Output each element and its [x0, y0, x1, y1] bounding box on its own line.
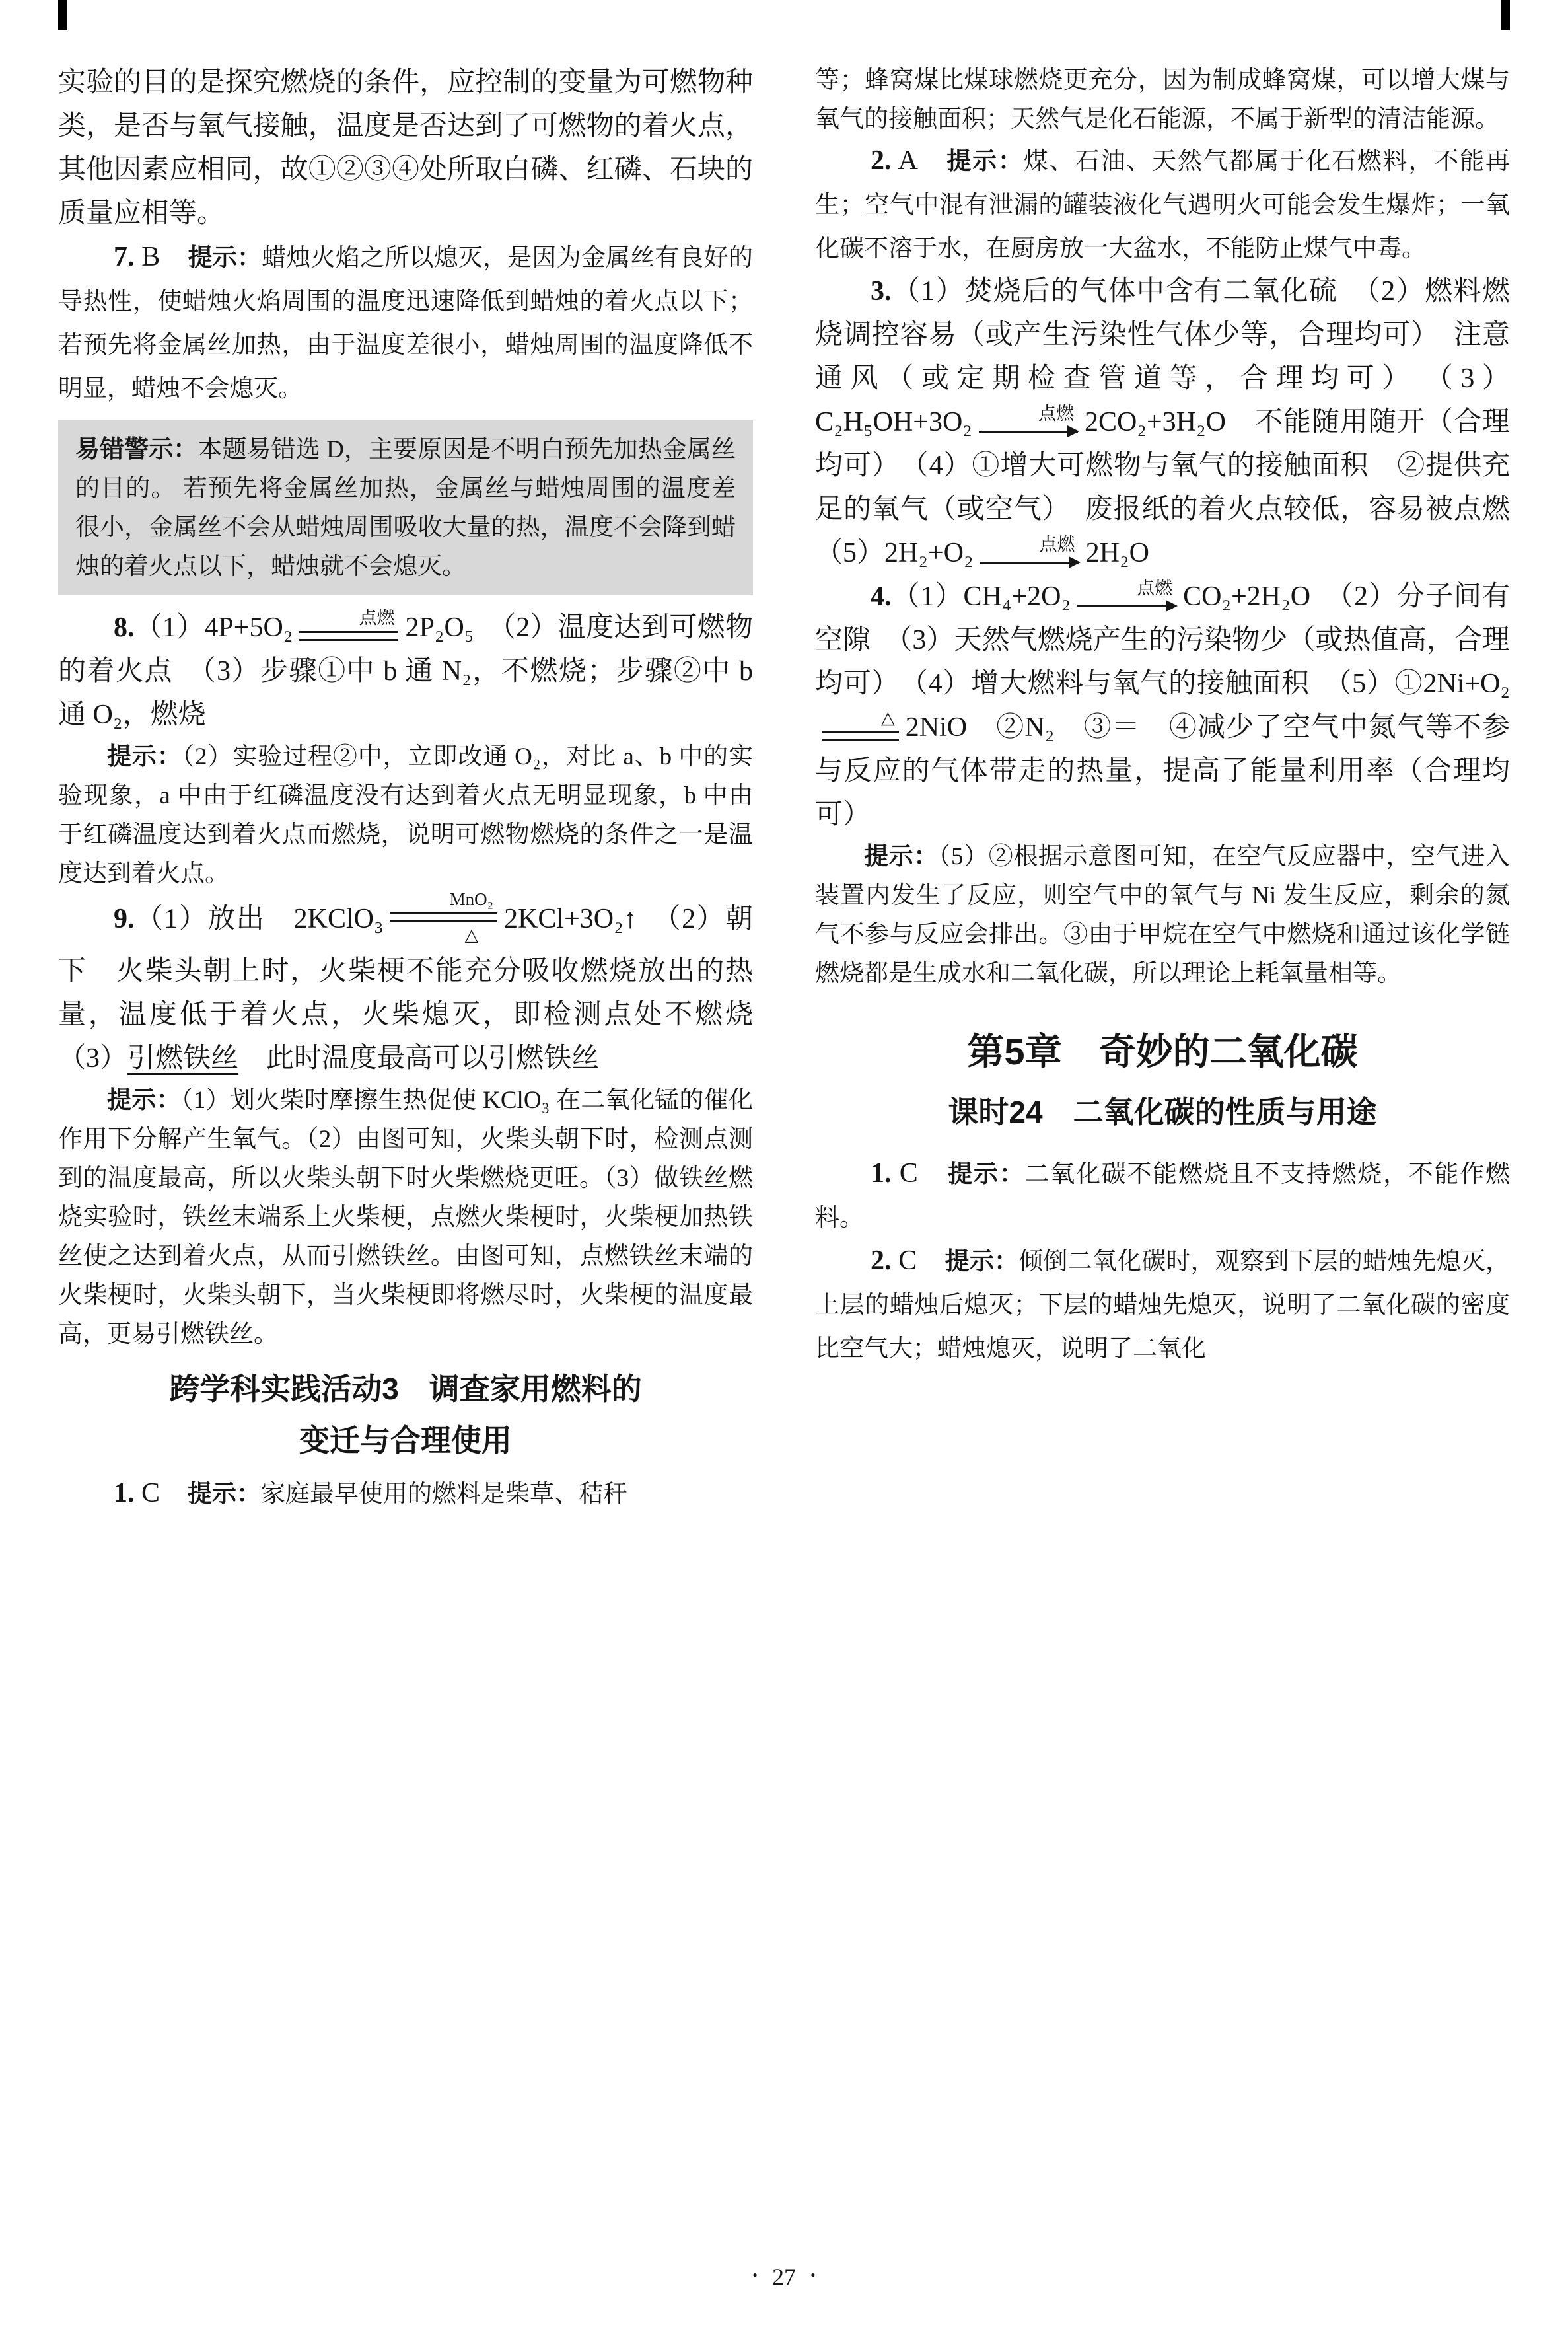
text-run: （1）4P+5O₂: [134, 612, 293, 643]
text-run: C: [134, 1478, 188, 1509]
answer-paragraph-activity-1: [58, 1471, 753, 1515]
text-run: 提示：: [188, 244, 262, 271]
text-run: （1）焚烧后的气体中含有二氧化硫 （2）燃料燃烧调控容易（或产生污染性气体少等，合理均可） 注意通风（或定期检查管道等，合理均可） （3）C₂H₅OH+3O₂: [815, 276, 1510, 437]
text-run: 提示：: [944, 1247, 1019, 1274]
reaction-condition-arrow: [979, 404, 1078, 437]
condition-above-text: 点燃: [1039, 535, 1075, 555]
hint-paragraph-8: [58, 737, 753, 893]
answer-paragraph-lesson-1: [815, 1152, 1510, 1239]
heading-line: 课时24 二氧化碳的性质与用途: [948, 1095, 1377, 1129]
heading-line: 第5章 奇妙的二氧化碳: [967, 1031, 1358, 1072]
equals-line: [299, 631, 398, 641]
answer-paragraph-9: [58, 889, 781, 1080]
heading-line: 变迁与合理使用: [299, 1423, 512, 1458]
equals-line: [390, 912, 497, 922]
corner-mark-right: [1501, 0, 1510, 30]
page-content: [58, 61, 1538, 1515]
continuation-paragraph: [58, 61, 753, 235]
lesson-heading: [815, 1092, 1510, 1132]
corner-mark-left: [58, 0, 67, 30]
text-run: 2KCl+3O₂↑ （2）朝下 火柴头朝上时，火柴梗不能充分吸收燃烧放出的热量，温度低于着火点，火柴熄灭，即检测点处不燃烧 （3）: [58, 904, 781, 1074]
text-run: 7.: [114, 242, 135, 272]
page-number: 27: [772, 2264, 796, 2290]
text-run: 家庭最早使用的燃料是柴草、秸秆: [261, 1481, 628, 1508]
text-run: 1.: [871, 1158, 892, 1189]
reaction-condition-equals: [299, 608, 398, 644]
answer-paragraph-2: [815, 139, 1510, 270]
text-run: 8.: [114, 612, 135, 643]
text-run: 2.: [871, 1245, 892, 1276]
condition-above-text: 点燃: [359, 608, 395, 628]
text-run: 等；蜂窝煤比煤球燃烧更充分，因为制成蜂窝煤，可以增大煤与氧气的接触面积；天然气是化石能源，不属于新型的清洁能源。: [815, 67, 1510, 133]
arrow-line: [1077, 605, 1176, 607]
text-run: 实验的目的是探究燃烧的条件，应控制的变量为可燃物种类，是否与氧气接触，温度是否达到了可燃物的着火点，其他因素应相同，故①②③④处所取白磷、红磷、石块的质量应相等。: [58, 67, 753, 229]
text-run: 2CO₂+3H₂O 不能随用随开（合理均可） （4）①增大可燃物与氧气的接触面积 ②提供充足的氧气（或空气） 废报纸的着火点较低，容易被点燃 （5）2H₂+O₂: [815, 407, 1538, 568]
text-run: 2H₂O: [1085, 538, 1149, 568]
text-run: 提示：: [188, 1480, 262, 1508]
text-run: 此时温度最高可以引燃铁丝: [238, 1043, 600, 1074]
text-run: CO₂+2H₂O （2）分子间有空隙 （3）天然气燃烧产生的污染物少（或热值高，合理均可） （4）增大燃料与氧气的接触面积 （5）①2Ni+O₂: [815, 581, 1510, 699]
text-run: 提示：: [864, 842, 939, 869]
text-run: C: [891, 1245, 945, 1276]
hint-paragraph-9: [58, 1080, 753, 1354]
answer-paragraph-4: [815, 575, 1510, 836]
text-run: A: [891, 145, 947, 176]
left-column: [58, 61, 781, 1515]
answer-paragraph-3: [815, 270, 1538, 575]
condition-above-text: 点燃: [1038, 404, 1074, 424]
text-run: 提示：: [948, 1160, 1025, 1187]
warning-box: [58, 420, 753, 595]
condition-above-text: MnO₂: [449, 889, 494, 909]
text-run: C: [891, 1158, 948, 1189]
reaction-condition-arrow: [980, 535, 1079, 568]
condition-above-text: △: [881, 708, 895, 728]
text-run: 1.: [114, 1478, 135, 1509]
text-run: 蜡烛火焰之所以熄灭，是因为金属丝有良好的导热性，使蜡烛火焰周围的温度迅速降低到蜡烛的着火点以下；若预先将金属丝加热，由于温度差很小，蜡烛周围的温度降低不明显，蜡烛不会熄灭。: [58, 244, 754, 402]
hint-paragraph-4: [815, 836, 1510, 993]
condition-below-text: △: [464, 925, 479, 945]
text-run: （1）CH₄+2O₂: [891, 581, 1071, 612]
reaction-condition-arrow: [1077, 578, 1176, 611]
arrow-line: [980, 562, 1079, 564]
reaction-condition-equals: [822, 708, 899, 743]
text-run: 倾倒二氧化碳时，观察到下层的蜡烛先熄灭，上层的蜡烛后熄灭；下层的蜡烛先熄灭，说明了二氧化碳的密度比空气大；蜡烛熄灭，说明了二氧化: [815, 1248, 1511, 1362]
continuation-paragraph: [815, 61, 1510, 139]
text-run: 2.: [871, 145, 892, 176]
activity-heading: [58, 1363, 753, 1466]
text-run: 4.: [871, 581, 892, 612]
text-run: 3.: [871, 276, 892, 307]
reaction-condition-equals: [390, 889, 497, 945]
text-run: 提示：: [946, 147, 1024, 174]
text-run: 易错警示：: [75, 435, 198, 462]
equals-line: [822, 731, 899, 741]
text-run: 9.: [114, 904, 135, 935]
text-run: 提示：: [107, 743, 182, 770]
text-run: 煤、石油、天然气都属于化石燃料，不能再生；空气中混有泄漏的罐装液化气遇明火可能会发生爆炸；一氧化碳不溶于水，在厨房放一大盆水，不能防止煤气中毒。: [815, 148, 1511, 262]
answer-paragraph-lesson-2: [815, 1239, 1510, 1370]
text-run: 提示：: [107, 1086, 181, 1114]
text-run: （1）放出 2KClO₃: [134, 904, 384, 935]
answer-paragraph-7: [58, 235, 753, 410]
arrow-line: [979, 431, 1078, 433]
text-run: 2P₂O₅ （2）温度达到可燃物的着火点 （3）步骤①中 b 通 N₂，不燃烧；步骤②中 b 通 O₂，燃烧: [58, 612, 753, 730]
text-run: 引燃铁丝: [127, 1043, 239, 1074]
text-run: 本题易错选 D，主要原因是不明白预先加热金属丝的目的。 若预先将金属丝加热，金属丝与蜡烛周围的温度差很小，金属丝不会从蜡烛周围吸收大量的热，温度不会降到蜡烛的着火点以下，蜡烛就不会熄灭。: [75, 436, 736, 580]
text-run: B: [134, 242, 188, 272]
page-footer: [0, 2263, 1568, 2291]
text-run: 2NiO ②N₂ ③＝ ④减少了空气中氮气等不参与反应的气体带走的热量，提高了能量利用率（合理均可）: [815, 712, 1510, 830]
text-run: 二氧化碳不能燃烧且不支持燃烧，不能作燃料。: [815, 1161, 1511, 1232]
heading-line: 跨学科实践活动3 调查家用燃料的: [169, 1372, 642, 1407]
condition-above-text: 点燃: [1137, 578, 1173, 599]
answer-paragraph-8: [58, 606, 753, 737]
right-column: [815, 61, 1538, 1515]
text-run: （5）②根据示意图可知，在空气反应器中，空气进入装置内发生了反应，则空气中的氧气与 Ni 发生反应，剩余的氮气不参与反应会排出。③由于甲烷在空气中燃烧和通过该化学链燃烧都是生成水和二氧化碳，所以理论上耗氧量相等。: [815, 843, 1511, 987]
text-run: （1）划火柴时摩擦生热促使 KClO₃ 在二氧化锰的催化作用下分解产生氧气。（2）由图可知，火柴头朝下时，检测点测到的温度最高，所以火柴头朝下时火柴燃烧更旺。（3）做铁丝燃烧实验时，铁丝末端系上火柴梗，点燃火柴梗时，火柴梗加热铁丝使之达到着火点，从而引燃铁丝。由图可知，点燃铁丝末端的火柴梗时，火柴头朝下，当火柴梗即将燃尽时，火柴梗的温度最高，更易引燃铁丝。: [58, 1087, 753, 1348]
chapter-heading: [815, 1029, 1510, 1075]
footer-dot-right: •: [810, 2267, 816, 2283]
footer-dot-left: •: [752, 2267, 758, 2283]
text-run: （2）实验过程②中，立即改通 O₂，对比 a、b 中的实验现象，a 中由于红磷温度没有达到着火点无明显现象，b 中由于红磷温度达到着火点而燃烧，说明可燃物燃烧的条件之一是温度达到着火点。: [58, 743, 754, 887]
